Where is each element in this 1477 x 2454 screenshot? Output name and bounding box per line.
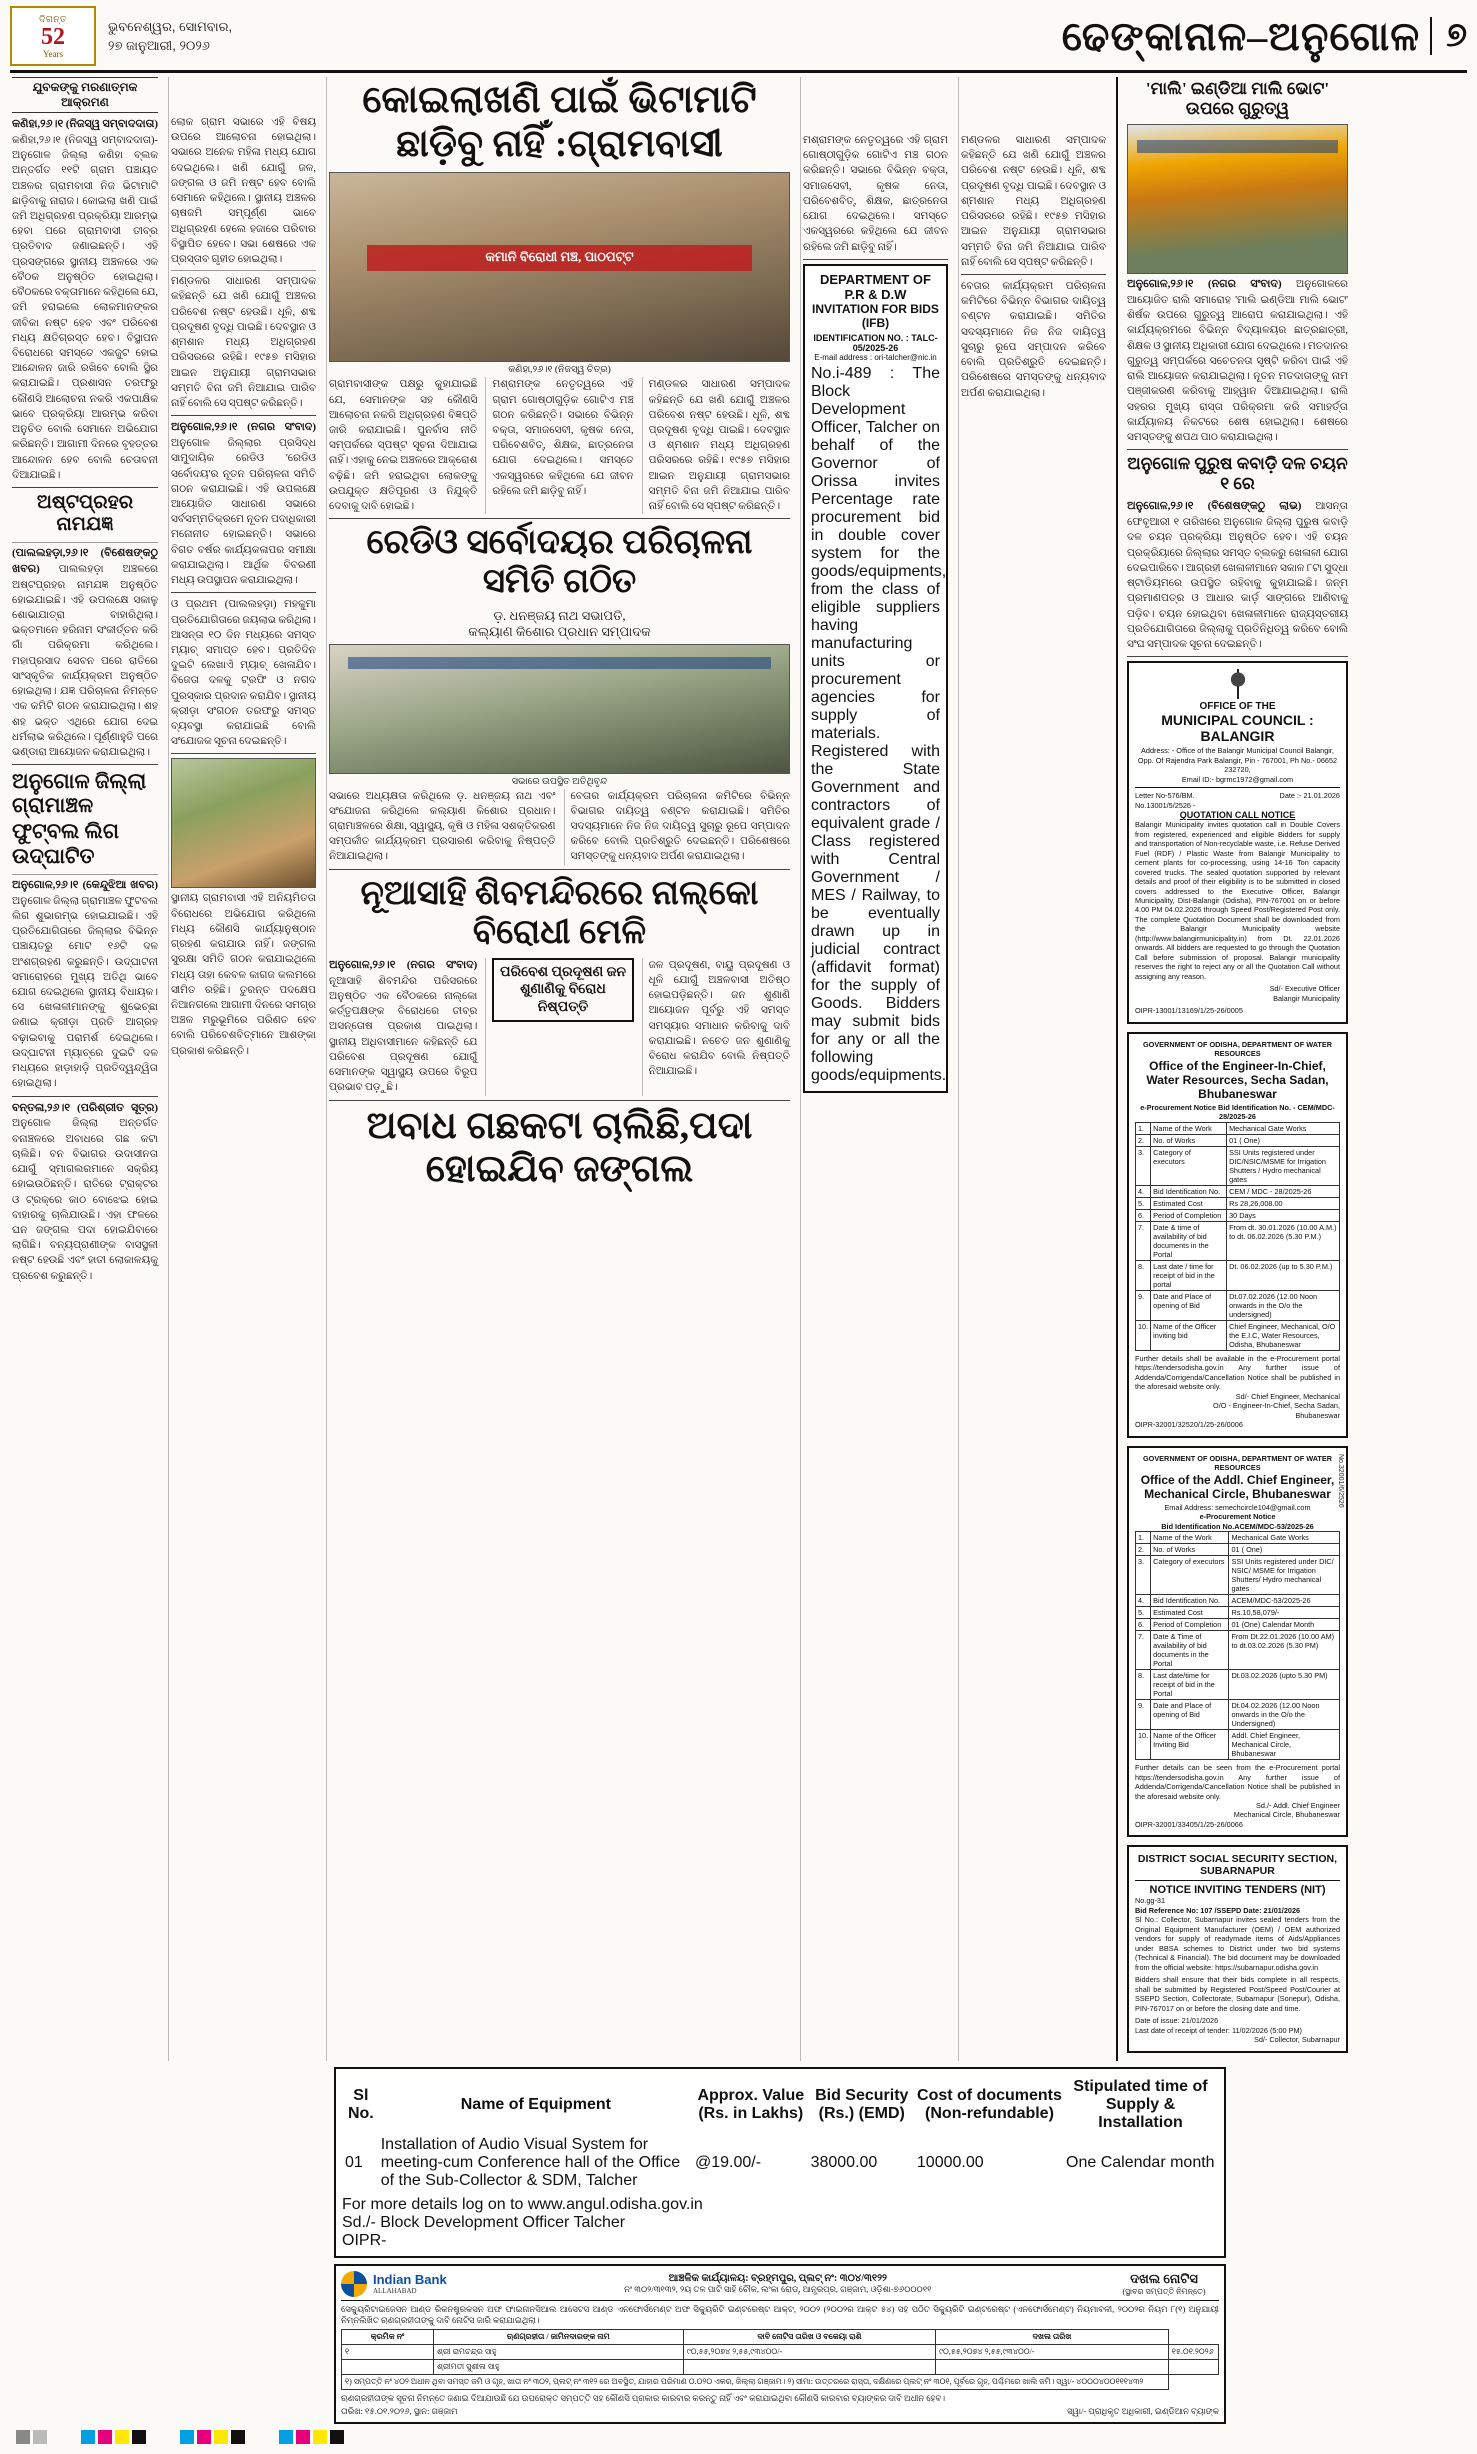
table-row — [1136, 1730, 1340, 1760]
water1-office: Office of the Engineer-In-Chief, — [1149, 1058, 1326, 1073]
water1-sign-2: O/O - Engineer-In-Chief, Secha Sadan, — [1213, 1401, 1340, 1411]
table-cell: 38000.00 — [810, 2153, 878, 2171]
water1-table — [1135, 1122, 1340, 1351]
balangir-body: Balangir Municipality invites quotation call in Double Covers from registered, experienced and eligible Bidders for supply and transportation of Non-recyclable waste, i.e. Refuse Derived Fuel (RDF) / Plastic Waste from Balangir Municipality to cement plants for co-processing, using 14-16 Ton capacity covered trucks. The sealed quotation supported by relevant details and proof of their eligibility is to be submitted in closed covers addressed to the Executive Officer, Balangir Municipality, Dist-Balangir (Odisha), PIN-767001 on or before 4.00 PM 04.02.2026 through Speed Post/Registered Post only. The complete Quotation Document shall be downloaded from the Balangir Municipality website (http://www.balangirmunicipality.in) from Dt. 22.01.2026 onwards. All bidders are requested to go through the Quotation Call before submission of proposal. Balangir municipality reserves the right to reject any or all the Quotation Call without assigning any reason. — [1135, 820, 1340, 981]
lead-photo-banner-text: କମାନି ବିରୋଧୀ ମଞ୍ଚ, ପାଠପଟ୍ଟ — [485, 248, 634, 264]
radio-photo-caption: ସଭାରେ ଉପସ୍ଥିତ ଅତିଥିବୃନ୍ଦ — [511, 776, 608, 787]
lead-headline: କୋଇଲାଖଣି ପାଇଁ ଭିଟାମାଟି ଛାଡ଼ିବୁ ନାହିଁ :ଗ୍ରାମବାସୀ — [362, 79, 757, 165]
bank-subname: ALLAHABAD — [373, 2287, 417, 2296]
row-label: Last date / time for receipt of bid in the portal — [1151, 1260, 1227, 1290]
table-cell: 10000.00 — [916, 2153, 984, 2171]
bank-logo-icon — [341, 2271, 367, 2297]
forest-col2: ସ୍ଥାନୀୟ ଗ୍ରାମବାସୀ ଏହି ଅନିୟମିତତା ବିରୋଧରେ ଅଭିଯୋଗ କରିଥିଲେ ମଧ୍ୟ କୌଣସି କାର୍ଯ୍ୟାନୁଷ୍ଠାନ ଗ୍ରହଣ କରାଯାଉ ନାହିଁ। ଜଙ୍ଗଲ ସୁରକ୍ଷା ସମିତି ଗଠନ କରାଯାଇଥିଲେ ମଧ୍ୟ ତାହା କେବଳ କାଗଜ କଲମରେ ସୀମିତ ରହିଛି। ତୁରନ୍ତ ପଦକ୍ଷେପ ନିଆନଗଲେ ଆଗାମୀ ଦିନରେ ସମଗ୍ର ଅଞ୍ଚଳ ମରୁଭୂମିରେ ପରିଣତ ହେବ ବୋଲି ପରିବେଶବିତ୍‌ମାନେ ଆଶଙ୍କା ପ୍ରକାଶ କରିଛନ୍ତି। — [171, 893, 316, 1057]
rally-photo-strip — [1137, 140, 1339, 153]
row-index: 6. — [1136, 1209, 1151, 1221]
subarnapur-sign: Sd/- Collector, Subarnapur — [1254, 2035, 1340, 2045]
masthead-date: ୨୭ ଜାନୁଆରୀ, ୨୦୨୬ — [108, 38, 210, 53]
masthead-place: ଭୁବନେଶ୍ୱର, ସୋମବାର, — [108, 18, 233, 34]
row-label: Date & time of availability of bid documents in the Portal — [1151, 1221, 1227, 1260]
lead-kicker: ଯୁବକଙ୍କୁ ମରଣାତ୍ମକ ଆକ୍ରମଣ — [12, 77, 158, 113]
felled-tree-photo — [171, 758, 316, 888]
subarnapur-body-2: Bidders shall ensure that their bids complete in all respects, shall be submitted by Registered Post/Speed Post/Courier at SSEPD Section, Collectorate, Subarnapur (Sonepur), Odisha, PIN-767017 on or before the closing date and time. — [1135, 1975, 1340, 2013]
football-col1-text: ଅନୁଗୋଳ ଜିଲ୍ଲା ଗ୍ରାମାଞ୍ଚଳ ଫୁଟବଲ ଲିଗ ଶୁଭାରମ୍ଭ ହୋଇଯାଇଛି। ଏହି ପ୍ରତିଯୋଗିତାରେ ଜିଲ୍ଲାର ବିଭିନ୍ନ ପଞ୍ଚାୟତରୁ ମୋଟ ୧୬ଟି ଦଳ ଅଂଶଗ୍ରହଣ କରୁଛନ୍ତି। ଉଦ୍‌ଘାଟନୀ ସମାରୋହରେ ମୁଖ୍ୟ ଅତିଥି ଭାବେ ଯୋଗ ଦେଇଥିଲେ ସ୍ଥାନୀୟ ବିଧାୟକ। ସେ ଖେଳାଳୀମାନଙ୍କୁ ଶୁଭେଚ୍ଛା ଜଣାଇ କ୍ରୀଡ଼ା ପ୍ରତି ଆଗ୍ରହ ବଢ଼ାଇବାକୁ ପରାମର୍ଶ ଦେଇଥିଲେ। ଉଦ୍‌ଘାଟନୀ ମ୍ୟାଚ୍‌ରେ ଦୁଇଟି ଦଳ ମଧ୍ୟରେ ହାଡ଼ାହାଡ଼ି ପ୍ରତିଦ୍ୱନ୍ଦ୍ୱିତା ହୋଇଥିଲା। — [12, 895, 158, 1090]
prdw-goods-table — [342, 2075, 1218, 2193]
football-col2: ଓ ପ୍ରଥମ (ପାଲଲହଡ଼ା) ମହକୁମା ପ୍ରତିଯୋଗିତାରେ ଜୟଲାଭ କରିଥିଲା। ଆସନ୍ତା ୧୦ ଦିନ ମଧ୍ୟରେ ସମସ୍ତ ମ୍ୟାଚ୍ ସମାପ୍ତ ହେବ। ପ୍ରତିଦିନ ଦୁଇଟି ଲେଖାଏଁ ମ୍ୟାଚ୍ ଖେଳାଯିବ। ବିଜେତା ଦଳକୁ ଟ୍ରଫି ଓ ନଗଦ ପୁରସ୍କାର ପ୍ରଦାନ କରାଯିବ। ସ୍ଥାନୀୟ କ୍ରୀଡ଼ା ସଂଗଠନ ତରଫରୁ ସମସ୍ତ ବ୍ୟବସ୍ଥା କରାଯାଇଛି ବୋଲି ସଂଯୋଜକ ସୂଚନା ଦେଇଛନ୍ତି। — [171, 599, 316, 748]
bank-odia-title: ଆଞ୍ଚଳିକ କାର୍ଯ୍ୟାଳୟ: ବ୍ରହ୍ମପୁର, ପ୍ଲଟ୍‌ ନଂ: ୩୦୪/୩୧୨୨ — [668, 2272, 888, 2284]
row-label: Category of executors — [1151, 1146, 1227, 1185]
prdw-ad — [803, 264, 948, 1093]
prdw-title: INVITATION FOR BIDS (IFB) — [812, 301, 939, 330]
radio-subhead-2: କଲ୍ୟାଣ କିଶୋର ପ୍ରଧାନ ସମ୍ପାଦକ — [468, 623, 651, 639]
water1-govt: GOVERNMENT OF ODISHA, DEPARTMENT OF WATER RESOURCES — [1142, 1039, 1333, 1059]
row-index: 3. — [1136, 1556, 1151, 1595]
column-header: Cost of documents (Non-refundable) — [917, 2086, 1062, 2122]
lead-photo-caption: କଣିହା,୨୬।୧ (ନିଜସ୍ୱ ଚିତ୍ର) — [508, 365, 611, 376]
radio-col2-text: ସଭାରେ ଅଧ୍ୟକ୍ଷତା କରିଥିଲେ ଡ଼. ଧନଞ୍ଜୟ ନାଥ ଏବଂ ସଂଯୋଜନା କରିଥିଲେ କଲ୍ୟାଣ କିଶୋର ପ୍ରଧାନ। ଗ୍ରାମାଞ୍ଚଳରେ ଶିକ୍ଷା, ସ୍ୱାସ୍ଥ୍ୟ, କୃଷି ଓ ମହିଳା ସଶକ୍ତିକରଣ ସମ୍ପର୍କୀତ କାର୍ଯ୍ୟକ୍ରମ ପ୍ରସାରଣ କରିବାକୁ ନିଷ୍ପତ୍ତି ନିଆଯାଇଥିଲା। — [329, 790, 556, 863]
balangir-date: Date :- 21.01.2026 — [1279, 791, 1340, 801]
row-index: 1. — [1136, 1532, 1151, 1544]
balangir-title: MUNICIPAL COUNCIL : BALANGIR — [1161, 712, 1314, 745]
radio-col1-text: ଅନୁଗୋଳ ଜିଲ୍ଲାର ପ୍ରସିଦ୍ଧ ସାମୁଦାୟିକ ରେଡିଓ 'ରେଡିଓ ସର୍ବୋଦୟ'ର ନୂତନ ପରିଚାଳନା ସମିତି ଗଠନ କରାଯାଇଛି। ଏହି ଉପଲକ୍ଷେ ଆୟୋଜିତ ସାଧାରଣ ସଭାରେ ସର୍ବସମ୍ମତିକ୍ରମେ ନୂତନ ପଦାଧିକାରୀ ମନୋନୀତ ହୋଇଛନ୍ତି। ସଭାରେ ବିଗତ ବର୍ଷର କାର୍ଯ୍ୟକଳାପର ସମୀକ୍ଷା କରାଯାଇଥିଲା। ଆର୍ଥିକ ବିବରଣୀ ମଧ୍ୟ ଉପସ୍ଥାପନ କରାଯାଇଥିଲା। — [171, 438, 316, 587]
table-row — [1136, 1619, 1340, 1631]
football-headline-2: ଫୁଟ୍‌ବଲ ଲିଗ ଉଦ୍‌ଘାଟିତ — [12, 819, 119, 868]
table-cell: @19.00/- — [695, 2153, 762, 2171]
bottom-right-spacer — [1234, 2067, 1467, 2424]
state-emblem-icon — [1225, 669, 1251, 699]
prdw-body: No.i-489 : The Block Development Officer, Talcher on behalf of the Governor of Orissa invites Percentage rate procurement bid in double cover system for the goods/equipments, from the class of eligible suppliers having manufacturing units or procurement agencies for supply of materials. Registered with the State Government and contractors of equivalent grade / Class registered with Central Government / MES / Railway, to be eventually drawn up in judicial contract (affidavit format) for the supply of Goods. Bidders may submit bids for any or all the following goods/equipments. — [811, 364, 947, 1084]
water2-bid-id: Bid Identification No.ACEM/MDC-53/2025-26 — [1161, 1521, 1314, 1531]
table-row — [1136, 1260, 1340, 1290]
water1-note: Further details shall be available in the e-Procurement portal https://tendersodisha.gov.in Any further issue of Addenda/Corrigenda/Cancellation Notice shall be published in the aforesaid website only. — [1135, 1353, 1340, 1392]
lead-col1-text: କଣିହା,୨୬।୧ (ନିଜସ୍ୱ ସମ୍ବାଦଦାତା)- ଅନୁଗୋଳ ଜିଲ୍ଲା କଣିହା ବ୍ଲକ ଅନ୍ତର୍ଗତ ୧୧ଟି ଗ୍ରାମ ପଞ୍ଚାୟତ ଅଞ୍ଚଳର ଗ୍ରାମବାସୀ ନିଜ ଭିଟାମାଟି ଛାଡ଼ିବାକୁ ନାରାଜ। କୋଇଲା ଖଣି ପାଇଁ ଜମି ଅଧିଗ୍ରହଣ ପ୍ରକ୍ରିୟା ଆରମ୍ଭ ହେବା ପରେ ଗ୍ରାମବାସୀ ତୀବ୍ର ପ୍ରତିବାଦ ଜଣାଇଛନ୍ତି। ଏହି ପ୍ରସଙ୍ଗରେ ସ୍ଥାନୀୟ ଅଞ୍ଚଳରେ ଏକ ବୈଠକ ଅନୁଷ୍ଠିତ ହୋଇଥିଲା। ବୈଠକରେ ବକ୍ତାମାନେ କହିଥିଲେ ଯେ, ଜମି ହରାଇଲେ ଲୋକମାନଙ୍କର ଜୀବିକା ନଷ୍ଟ ହେବ ଏବଂ ପରିବେଶ ମଧ୍ୟ କ୍ଷତିଗ୍ରସ୍ତ ହେବ। ବିସ୍ଥାପନ ବିରୋଧରେ ସମସ୍ତେ ଏକଜୁଟ ହୋଇ ଆନ୍ଦୋଳନ ଜାରି ରଖିବେ ବୋଲି ସ୍ଥିର କରାଯାଇଛି। ପ୍ରଶାସନ ତରଫରୁ କୌଣସି ଆଲୋଚନା ନକରି ଏକପାକ୍ଷିକ ଭାବେ ପ୍ରକ୍ରିୟା ଆରମ୍ଭ କରିବା ଅନୁଚିତ ବୋଲି ସେମାନେ ଅଭିଯୋଗ କରିଛନ୍ତି। ଆଗାମୀ ଦିନରେ ବୃହତ୍ତର ଆନ୍ଦୋଳନ ହେବ ବୋଲି ଚେତାବନୀ ଦିଆଯାଇଛି। — [12, 134, 158, 481]
publication-logo — [10, 6, 96, 66]
lead-photo — [329, 172, 790, 362]
table-row — [1136, 1670, 1340, 1700]
row-value: CEM / MDC - 28/2025-26 — [1227, 1185, 1340, 1197]
nama-yajna-text: ପାଲଲହଡ଼ା ଅଞ୍ଚଳରେ ଅଷ୍ଟପ୍ରହର ନାମଯଜ୍ଞ ଅନୁଷ୍ଠିତ ହୋଇଯାଇଛି। ଏହି ଉପଲକ୍ଷେ ସକାଳୁ ଶୋଭାଯାତ୍ରା ବାହାରିଥିଲା। ଭକ୍ତମାନେ ହରିନାମ ସଂକୀର୍ତ୍ତନ କରି ଗାଁ ପରିକ୍ରମା କରିଥିଲେ। ମହାପ୍ରସାଦ ସେବନ ପରେ ରାତିରେ ସାଂସ୍କୃତିକ କାର୍ଯ୍ୟକ୍ରମ ଅନୁଷ୍ଠିତ ହୋଇଥିଲା। ଯଜ୍ଞ ପରିଚାଳନା ନିମନ୍ତେ ଏକ କମିଟି ଗଠନ କରାଯାଇଥିଲା। ଶହ ଶହ ଭକ୍ତ ଏଥିରେ ଯୋଗ ଦେଇ ଧର୍ମଲାଭ କରିଥିଲେ। ପୂର୍ଣ୍ଣାହୁତି ପରେ ଭଣ୍ଡାରା ଆୟୋଜନ କରାଯାଇଥିଲା। — [12, 563, 158, 758]
reg-swatch-cyan-3 — [279, 2430, 293, 2444]
table-row — [1136, 1122, 1340, 1134]
balangir-office-line: OFFICE OF THE — [1199, 701, 1276, 713]
column-header: କ୍ରମିକ ନଂ — [342, 2329, 434, 2344]
table-row — [1136, 1544, 1340, 1556]
column-header: Approx. Value (Rs. in Lakhs) — [697, 2086, 805, 2122]
subarnapur-dept: DISTRICT SOCIAL SECURITY SECTION, SUBARNAPUR — [1137, 1853, 1338, 1878]
table-cell: ଶ୍ରୀମତୀ ସୁଶୀଳା ସାହୁ — [433, 2359, 683, 2374]
nuasahi-boxed-cell — [485, 958, 633, 1096]
balangir-address: Address: - Office of the Balangir Municipal Council Balangir, Opp. Of Rajendra Park Balangir, Pin - 767001, Ph No.- 06652 232720, — [1137, 746, 1338, 775]
nuasahi-boxed-headline: ପରିବେଶ ପ୍ରଦୂଷଣ ଜନ ଶୁଣାଣିକୁ ବିରୋଧ ନିଷ୍ପତ୍ତି — [492, 958, 633, 1023]
kabadi-body — [1127, 499, 1348, 652]
prdw-footer: OIPR- — [342, 2231, 387, 2249]
subarnapur-ref: Bid Reference No: 107 /SSEPD Date: 21/01/2026 — [1135, 1905, 1301, 1915]
bank-sign: ସ୍ୱା/- ପ୍ରାଧିକୃତ ଅଧିକାରୀ, ଇଣ୍ଡିଆନ ବ୍ୟାଙ୍କ — [1067, 2405, 1219, 2416]
football-dateline: ଅନୁଗୋଳ,୨୬।୧ (କେନ୍ଦୁଝିଆ ଖବର) — [12, 878, 158, 891]
table-row — [1136, 1146, 1340, 1185]
page-number: ୭ — [1430, 17, 1467, 55]
bank-header — [341, 2271, 1219, 2301]
row-value: Chief Engineer, Mechanical, O/O the E.I.C, Water Resources, Odisha, Bhubaneswar — [1227, 1320, 1340, 1350]
column-6 — [800, 77, 950, 2061]
table-cell — [342, 2359, 434, 2374]
row-value: SSI Units registered under DIC/ NSIC/ MSME for Irrigation Shutters/ Hydro mechanical gates — [1229, 1556, 1340, 1595]
table-row — [342, 2374, 1219, 2389]
bank-notice-title: ଦଖଲ ନୋଟିସ — [1130, 2270, 1198, 2286]
row-label: Name of the Work — [1151, 1122, 1227, 1134]
row-index: 2. — [1136, 1544, 1151, 1556]
column-header: Bid Security (Rs.) (EMD) — [815, 2086, 909, 2122]
table-row — [342, 2359, 1219, 2374]
table-cell: ୯୦,୫୫,୨୦୭୪ ୨,୫୫,୯୩୪୦୦/- — [936, 2344, 1169, 2359]
water1-sign-1: Sd/- Chief Engineer, Mechanical — [1235, 1391, 1340, 1401]
water2-office: Office of the Addl. Chief Engineer, — [1140, 1472, 1335, 1487]
subarnapur-no: No.gg-31 — [1135, 1896, 1166, 1906]
row-value: Dt.04.02.2026 (12.00 Noon onwards in the O/o the Undersigned) — [1229, 1700, 1340, 1730]
prdw-email: E-mail address : ori-talcher@nic.in — [814, 352, 937, 362]
table-row — [1136, 1209, 1340, 1221]
table-cell: ୯୦,୫୫,୨୦୭୪ ୨,୫୫,୯୩୪୦୦/- — [683, 2344, 935, 2359]
radio-col3-text: ବେତାର କାର୍ଯ୍ୟକ୍ରମ ପରିଚାଳନା କମିଟିରେ ବିଭିନ୍ନ ବିଭାଗର ଦାୟିତ୍ୱ ବଣ୍ଟନ କରାଯାଇଛି। ସମିତିର ସଦସ୍ୟମାନେ ନିଜ ନିଜ ଦାୟିତ୍ୱ ସୁଚାରୁ ରୂପେ ସମ୍ପାଦନ କରିବେ ବୋଲି ପ୍ରତିଶ୍ରୁତି ଦେଇଛନ୍ତି। ପରିଶେଷରେ ସମସ୍ତଙ୍କୁ ଧନ୍ୟବାଦ ଅର୍ପଣ କରାଯାଇଥିଲା। — [564, 789, 791, 865]
forest-headline: ଅବାଧ ଗଛକଟା ଚାଲିଛି,ପଦା ହୋଇଯିବ ଜଙ୍ଗଲ — [366, 1104, 753, 1191]
balangir-letter-no: Letter No-576/BM. — [1135, 791, 1195, 801]
reg-swatch-lightgray — [33, 2430, 47, 2444]
water2-sign-1: Sd./- Addl. Chief Engineer — [1256, 1800, 1340, 1810]
column-7 — [958, 77, 1108, 2061]
balangir-notice-no: No.13001/5/2526 - — [1135, 800, 1196, 810]
table-row — [1136, 1532, 1340, 1544]
water1-footer: OIPR-32001/32520/1/25-26/0006 — [1135, 1420, 1243, 1430]
row-value: 01 ( One) — [1229, 1544, 1340, 1556]
row-label: Date & Time of availability of bid documents in the Portal — [1151, 1631, 1229, 1670]
column-header: Sl No. — [347, 2086, 374, 2122]
football-col1 — [12, 878, 158, 1092]
table-row — [1136, 1197, 1340, 1209]
row-index: 7. — [1136, 1631, 1151, 1670]
water2-sign-2: Mechanical Circle, Bhubaneswar — [1233, 1810, 1340, 1820]
subarnapur-body-1: Sl No.: Collector, Subarnapur invites sealed tenders from the Original Equipment Manufacturer (OEM) / OEM authorized vendors for supply of readymade items of Aids/Appliances under BBSA schemes to District under two bid systems (Technical & Financial). The bid document may be downloaded from the official website: https://subarnapur.odisha.gov.in — [1135, 1915, 1340, 1972]
bank-footer-note: ଋଣଗ୍ରହୀତାଙ୍କ ସୂଚନା ନିମନ୍ତେ ଜଣାଇ ଦିଆଯାଉଛି ଯେ ଉପରୋକ୍ତ ସମ୍ପତ୍ତି ସହ କୌଣସି ପ୍ରକାର କାରବାର କରନ୍ତୁ ନାହିଁ ଏବଂ କରାଯାଇଥିବା କୌଣସି କାରବାର ବ୍ୟାଙ୍କର ଦାବି ଅଧୀନ ହେବ। — [341, 2392, 946, 2403]
radio-subhead-1: ଡ଼. ଧନଞ୍ଜୟ ନାଥ ସଭାପତି, — [493, 607, 626, 623]
row-index: 10. — [1136, 1730, 1151, 1760]
water2-note: Further details can be seen from the e-Procurement portal https://tendersodisha.gov.in Any further issue of Addenda/Corrigenda/Cancellation Notice shall be published in the aforesaid website only. — [1135, 1763, 1340, 1801]
reg-swatch-yellow-3 — [313, 2430, 327, 2444]
balangir-municipal-ad — [1127, 661, 1348, 1024]
table-cell: ୧ — [342, 2344, 434, 2359]
prdw-dept: DEPARTMENT OF P.R & D.W — [820, 271, 931, 302]
rally-headline: 'ମାଲି' ଇଣ୍ଡିଆ ମାଲି ଭୋଟ' ଉପରେ ଗୁରୁତ୍ୱ — [1145, 79, 1330, 118]
logo-years-label: Years — [42, 48, 64, 59]
kabadi-dateline: ଅନୁଗୋଳ,୨୬।୧ (ବିଶେଷଙ୍କଠୁ ଲାଭ) — [1127, 500, 1302, 513]
reg-swatch-yellow — [115, 2430, 129, 2444]
reg-swatch-black-3 — [330, 2430, 344, 2444]
row-index: 5. — [1136, 1197, 1151, 1209]
subarnapur-last-date: Last date of receipt of tender: 11/02/2026 (5:00 PM) — [1135, 2025, 1302, 2035]
lead-dateline: କଣିହା,୨୬।୧ (ନିଜସ୍ୱ ସମ୍ବାଦଦାତା) — [12, 118, 158, 130]
masthead — [10, 6, 1467, 73]
rally-photo — [1127, 124, 1348, 274]
table-cell — [1168, 2359, 1218, 2374]
reg-swatch-magenta-2 — [197, 2430, 211, 2444]
nama-yajna-headline: ଅଷ୍ଟପ୍ରହର ନାମଯଜ୍ଞ — [36, 491, 134, 535]
row-index: 5. — [1136, 1607, 1151, 1619]
row-label: Last date/time for receipt of bid in the Portal — [1151, 1670, 1229, 1700]
row-index: 8. — [1136, 1670, 1151, 1700]
bottom-left-spacer — [10, 2067, 326, 2424]
row-label: Bid Identification No. — [1151, 1185, 1227, 1197]
kabadi-intro: ବେତାର କାର୍ଯ୍ୟକ୍ରମ ପରିଚାଳନା କମିଟିରେ ବିଭିନ୍ନ ବିଭାଗର ଦାୟିତ୍ୱ ବଣ୍ଟନ କରାଯାଇଛି। ସମିତିର ସଦସ୍ୟମାନେ ନିଜ ନିଜ ଦାୟିତ୍ୱ ସୁଚାରୁ ରୂପେ ସମ୍ପାଦନ କରିବେ ବୋଲି ପ୍ରତିଶ୍ରୁତି ଦେଇଛନ୍ତି। ପରିଶେଷରେ ସମସ୍ତଙ୍କୁ ଧନ୍ୟବାଦ ଅର୍ପଣ କରାଯାଇଥିଲା। — [961, 280, 1106, 399]
nuasahi-col1 — [329, 958, 477, 1096]
table-cell: 01 — [345, 2153, 363, 2171]
reg-swatch-black — [132, 2430, 146, 2444]
nuasahi-headline: ନୂଆସାହି ଶିବମନ୍ଦିରରେ ନାଲ୍‌କୋ ବିରୋଧୀ ମେଳି — [360, 874, 759, 951]
reg-swatch-cyan-2 — [180, 2430, 194, 2444]
row-index: 2. — [1136, 1134, 1151, 1146]
bottom-band — [10, 2067, 1467, 2424]
row-value: From Dt.22.01.2026 (10.00 AM) to dt.03.02.2026 (5.30 PM) — [1229, 1631, 1340, 1670]
table-row — [342, 2344, 1219, 2359]
lead-col-7: ମଣ୍ଡଳର ସାଧାରଣ ସମ୍ପାଦକ କହିଛନ୍ତି ଯେ ଖଣି ଯୋଗୁଁ ଅଞ୍ଚଳର ପରିବେଶ ନଷ୍ଟ ହେଉଛି। ଧୂଳି, ଶବ୍ଦ ପ୍ରଦୂଷଣ ବୃଦ୍ଧି ପାଇଛି। ଦେବସ୍ଥାନ ଓ ଶ୍ମଶାନ ମଧ୍ୟ ଅଧିଗ୍ରହଣ ପରିସରରେ ରହିଛି। ୧୯୫୭ ମସିହାର ଆଇନ ଅନୁଯାୟୀ ଗ୍ରାମସଭାର ସମ୍ମତି ବିନା ଜମି ନିଆଯାଇ ପାରିବ ନାହିଁ ବୋଲି ସେ ସ୍ପଷ୍ଟ କରିଛନ୍ତି। — [961, 135, 1106, 268]
row-label: Category of executors — [1151, 1556, 1229, 1595]
row-value: From dt. 30.01.2026 (10.00 A.M.) to dt. 06.02.2026 (5.30 P.M.) — [1227, 1221, 1340, 1260]
subarnapur-title: NOTICE INVITING TENDERS (NIT) — [1149, 1884, 1326, 1897]
color-registration-bar — [10, 2424, 1467, 2454]
row-index: 6. — [1136, 1619, 1151, 1631]
indian-bank-ad — [334, 2264, 1226, 2424]
water2-nit: e-Procurement Notice — [1199, 1512, 1276, 1522]
bank-date-line: ତାରିଖ: ୧୫.୦୧.୨୦୨୬, ସ୍ଥାନ: ଗଞ୍ଜାମ — [341, 2405, 458, 2416]
lead-column-1 — [12, 117, 158, 483]
table-row — [1136, 1595, 1340, 1607]
reg-swatch-cyan — [81, 2430, 95, 2444]
reg-swatch-yellow-2 — [214, 2430, 228, 2444]
subarnapur-nit-ad — [1127, 1845, 1348, 2052]
masthead-dateline — [108, 17, 378, 56]
reg-swatch-black-2 — [231, 2430, 245, 2444]
ads-rail — [1125, 77, 1350, 2061]
water-resources-ace-ad — [1127, 1446, 1348, 1838]
row-index: 8. — [1136, 1260, 1151, 1290]
row-label: Date and Place of opening of Bid — [1151, 1700, 1229, 1730]
balangir-sign-1: Sd/- Executive Officer — [1269, 984, 1340, 994]
row-value: Rs.10,58,079/- — [1229, 1607, 1340, 1619]
prdw-sign: Sd./- Block Development Officer Talcher — [342, 2213, 626, 2231]
prdw-identification: IDENTIFICATION NO. : TALC-05/2025-26 — [813, 332, 938, 353]
forest-col1-text: ଅନୁଗୋଳ ଜିଲ୍ଲା ଅନ୍ତର୍ଗତ ବନାଞ୍ଚଳରେ ଅବାଧରେ ଗଛ କଟା ଚାଲିଛି। ବନ ବିଭାଗର ଉଦାସୀନତା ଯୋଗୁଁ ସ୍ମାଗଲରମାନେ ସକ୍ରିୟ ହୋଇଉଠିଛନ୍ତି। ରାତିରେ ଟ୍ରାକ୍ଟର ଓ ଟ୍ରକ୍‌ରେ କାଠ ବୋଝେଇ ହୋଇ ବାହାରକୁ ଚାଲିଯାଉଛି। ଏହା ଫଳରେ ଘନ ଜଙ୍ଗଲ ପଦା ହୋଇଯିବାରେ ଲାଗିଛି। ବନ୍ୟପ୍ରାଣୀଙ୍କ ବାସସ୍ଥଳୀ ନଷ୍ଟ ହେଉଛି ଏବଂ ହାତୀ ଲୋକାଳୟକୁ ପ୍ରବେଶ କରୁଛନ୍ତି। — [12, 1118, 158, 1282]
forest-col1 — [12, 1101, 158, 1284]
bank-odia-address: ନଂ ୩୦୨/୩୧୩୨, ୨ୟ ତଳ ପାଟି ସାହି ଚୌକ, ଲଂକା ରୋଡ୍‌, ଆନ୍ଧ୍ରପ୍ର, ଗଞ୍ଜାମ, ଓଡ଼ିଶା-୭୬୦୦୦୧୧ — [624, 2283, 932, 2294]
water1-office-2: Water Resources, Secha Sadan, Bhubaneswar — [1146, 1072, 1329, 1101]
water2-footer: OIPR-32001/33405/1/25-26/0066 — [1135, 1819, 1243, 1829]
table-row — [1136, 1185, 1340, 1197]
balangir-sign-2: Balangir Municipality — [1273, 993, 1340, 1003]
row-index: 3. — [1136, 1146, 1151, 1185]
radio-headline: ରେଡିଓ ସର୍ବୋଦୟର ପରିଚାଳନା ସମିତି ଗଠିତ — [366, 524, 753, 601]
lead-col2-cont: ମଣ୍ଡଳର ସାଧାରଣ ସମ୍ପାଦକ କହିଛନ୍ତି ଯେ ଖଣି ଯୋଗୁଁ ଅଞ୍ଚଳର ପରିବେଶ ନଷ୍ଟ ହେଉଛି। ଧୂଳି, ଶବ୍ଦ ପ୍ରଦୂଷଣ ବୃଦ୍ଧି ପାଇଛି। ଦେବସ୍ଥାନ ଓ ଶ୍ମଶାନ ମଧ୍ୟ ଅଧିଗ୍ରହଣ ପରିସରରେ ରହିଛି। ୧୯୫୭ ମସିହାର ଆଇନ ଅନୁଯାୟୀ ଗ୍ରାମସଭାର ସମ୍ମତି ବିନା ଜମି ନିଆଯାଇ ପାରିବ ନାହିଁ ବୋଲି ସେ ସ୍ପଷ୍ଟ କରିଛନ୍ତି। — [171, 276, 316, 409]
water1-nit: e-Procurement Notice Bid Identification No. - CEM/MDC-28/2025-26 — [1140, 1102, 1335, 1122]
row-label: Estimated Cost — [1151, 1607, 1229, 1619]
row-index: 4. — [1136, 1595, 1151, 1607]
radio-meeting-photo — [329, 644, 790, 774]
row-value: 01 ( One) — [1227, 1134, 1340, 1146]
forest-dateline: ବନ୍ତଳା,୨୬।୧ (ପରିଶ୍ରୀତ ସୂତ୍ର) — [12, 1101, 158, 1114]
football-headline-1: ଅନୁଗୋଳ ଜିଲ୍ଲା ଗ୍ରାମାଞ୍ଚଳ — [12, 769, 147, 818]
table-row — [1136, 1700, 1340, 1730]
nuasahi-dateline: ଅନୁଗୋଳ,୨୬।୧ (ନଗର ସଂବାଦ) — [329, 958, 478, 971]
radio-col1 — [171, 420, 316, 588]
row-label: Bid Identification No. — [1151, 1595, 1229, 1607]
table-cell — [936, 2359, 1169, 2374]
row-index: 9. — [1136, 1290, 1151, 1320]
vertical-divider — [1116, 77, 1118, 2061]
row-label: Date and Place of opening of Bid — [1151, 1290, 1227, 1320]
table-cell: Installation of Audio Visual System for meeting-cum Conference hall of the Office of the Sub-Collector & SDM, Talcher — [380, 2135, 681, 2189]
row-value: SSI Units registered under DIC/NSIC/MSME for Irrigation Shutters / Hydro mechanical gates — [1227, 1146, 1340, 1185]
row-value: Mechanical Gate Works — [1227, 1122, 1340, 1134]
table-row — [1136, 1320, 1340, 1350]
row-index: 1. — [1136, 1122, 1151, 1134]
lead-col3-text: ଗ୍ରାମବାସୀଙ୍କ ପକ୍ଷରୁ କୁହାଯାଇଛି ଯେ, ସେମାନଙ୍କ ସହ କୌଣସି ଆଲୋଚନା ନକରି ଅଧିଗ୍ରହଣ ବିଜ୍ଞପ୍ତି ଜାରି କରାଯାଇଛି। ପୁନର୍ବାସ ନୀତି ସମ୍ପର୍କରେ ସ୍ପଷ୍ଟ ସୂଚନା ଦିଆଯାଇ ନାହିଁ। ଏହାକୁ ନେଇ ଅଞ୍ଚଳରେ ଆକ୍ରୋଶ ବଢ଼ିଛି। ଜମି ହରାଇଥିବା ଲୋକଙ୍କୁ ଉପଯୁକ୍ତ କ୍ଷତିପୂରଣ ଓ ନିଯୁକ୍ତି ଦେବାକୁ ଦାବି ହୋଇଛି। — [329, 379, 478, 513]
table-cell: ୧୫.୦୧.୨୦୨୬ — [1168, 2344, 1218, 2359]
row-index: 7. — [1136, 1221, 1151, 1260]
column-header: ଋଣଗ୍ରହୀତା / ଜାମିନଦାରଙ୍କ ନାମ — [433, 2329, 683, 2344]
bank-notice-sub: (ସ୍ଥାବର ସମ୍ପତ୍ତି ନିମନ୍ତେ) — [1122, 2286, 1206, 2296]
table-row — [1136, 1290, 1340, 1320]
balangir-email: Email ID:- bgrmc1972@gmail.com — [1181, 774, 1294, 784]
table-cell: ଶ୍ରୀ ରାମଚନ୍ଦ୍ର ସାହୁ — [433, 2344, 683, 2359]
row-label: Period of Completion — [1151, 1619, 1229, 1631]
balangir-footer: OIPR-13001/13169/1/25-26/0005 — [1135, 1006, 1243, 1016]
rally-text: ଅନୁଗୋଳରେ ଆୟୋଜିତ ରାଲି ସମାରୋହ 'ମାଲି ଇଣ୍ଡିଆ ମାଲି ଭୋଟ' ଶିର୍ଷକ ଉପରେ ଗୁରୁତ୍ୱ ଆରୋପ କରାଯାଇଥିଲା। ଏହି କାର୍ଯ୍ୟକ୍ରମରେ ବିଭିନ୍ନ ବିଦ୍ୟାଳୟର ଛାତ୍ରଛାତ୍ରୀ, ଶିକ୍ଷକ ଓ ସ୍ଥାନୀୟ ଅଧିକାରୀ ଯୋଗ ଦେଇଥିଲେ। ମତଦାନର ଗୁରୁତ୍ୱ ସମ୍ପର୍କରେ ସଚେତନତା ସୃଷ୍ଟି କରିବା ପାଇଁ ଏହି ରାଲି ଆୟୋଜନ କରାଯାଇଥିଲା। ନୂତନ ମତଦାତାଙ୍କୁ ନାମ ପଞ୍ଜୀକରଣ କରିବାକୁ ଆହ୍ୱାନ ଦିଆଯାଇଥିଲା। ରାଲି ସହରର ମୁଖ୍ୟ ରାସ୍ତା ପରିକ୍ରମା କରି ସମାହର୍ତ୍ତା କାର୍ଯ୍ୟାଳୟ ନିକଟରେ ଶେଷ ହୋଇଥିଲା। ଶେଷରେ ସମସ୍ତଙ୍କୁ ଶପଥ ପାଠ କରାଯାଇଥିଲା। — [1127, 279, 1349, 443]
row-label: No. of Works — [1151, 1134, 1227, 1146]
row-index: 10. — [1136, 1320, 1151, 1350]
table-row — [1136, 1134, 1340, 1146]
kabadi-text: ଆସନ୍ତା ଫେବୃଆରୀ ୧ ତାରିଖରେ ଅନୁଗୋଳ ଜିଲ୍ଲା ପୁରୁଷ କବାଡ଼ି ଦଳ ଚୟନ ପ୍ରକ୍ରିୟା ଅନୁଷ୍ଠିତ ହେବ। ଏହି ଚୟନ ପ୍ରକ୍ରିୟାରେ ଜିଲ୍ଲାର ସମସ୍ତ ବ୍ଲକରୁ ଖେଳାଳୀ ଯୋଗ ଦେଇପାରିବେ। ଆଗ୍ରହୀ ଖେଳାଳୀମାନେ ସକାଳ ୮ଟା ସୁଦ୍ଧା ଷ୍ଟାଡିୟମରେ ଉପସ୍ଥିତ ରହିବାକୁ କୁହାଯାଇଛି। ଜନ୍ମ ପ୍ରମାଣପତ୍ର ଓ ଆଧାର କାର୍ଡ଼ ସାଙ୍ଗରେ ଆଣିବାକୁ ପଡ଼ିବ। ଚୟନ ହୋଇଥିବା ଖେଳାଳୀମାନେ ରାଜ୍ୟସ୍ତରୀୟ ପ୍ରତିଯୋଗିତାରେ ଜିଲ୍ଲାକୁ ପ୍ରତିନିଧିତ୍ୱ କରିବେ ବୋଲି ସଂଘ ସମ୍ପାଦକ ସୂଚନା ଦେଇଛନ୍ତି। — [1127, 501, 1348, 650]
row-value: Addl. Chief Engineer, Mechanical Circle, Bhubaneswar — [1229, 1730, 1340, 1760]
water2-table — [1135, 1531, 1340, 1760]
logo-years-number: 52 — [41, 23, 65, 50]
row-value: Rs 28,26,008.00 — [1227, 1197, 1340, 1209]
reg-swatch-magenta — [98, 2430, 112, 2444]
column-header: ଦାବି ନୋଟିସ ତାରିଖ ଓ ବକେୟା ରାଶି — [683, 2329, 935, 2344]
table-row — [1136, 1631, 1340, 1670]
table-row — [1136, 1221, 1340, 1260]
reg-swatch-gray — [16, 2430, 30, 2444]
rally-body — [1127, 277, 1348, 445]
row-label: Name of the Officer Inviting Bid — [1151, 1730, 1229, 1760]
rally-dateline: ଅନୁଗୋଳ,୨୬।୧ (ନଗର ସଂବାଦ) — [1127, 278, 1282, 291]
water2-vertical-id: No.32001/6/2526 — [1337, 1453, 1344, 1508]
nama-yajna-dateline: (ପାଲଲହଡ଼ା,୨୬।୧ (ବିଶେଷଙ୍କଠୁ ଖବର) — [12, 546, 158, 575]
row-value: 30 Days — [1227, 1209, 1340, 1221]
water2-office-2: Mechanical Circle, Bhubaneswar — [1144, 1486, 1331, 1501]
bank-name: Indian Bank — [373, 2272, 447, 2288]
table-cell: One Calendar month — [1066, 2153, 1215, 2171]
nama-yajna-body — [12, 546, 158, 761]
row-value: Dt.03.02.2026 (upto 5.30 PM) — [1229, 1670, 1340, 1700]
column-header: Stipulated time of Supply & Installation — [1073, 2077, 1208, 2131]
row-label: Estimated Cost — [1151, 1197, 1227, 1209]
row-index: 9. — [1136, 1700, 1151, 1730]
row-value: ACEM/MDC-53/2025-26 — [1229, 1595, 1340, 1607]
reg-swatch-magenta-3 — [296, 2430, 310, 2444]
row-label: Name of the Officer inviting bid — [1151, 1320, 1227, 1350]
subarnapur-date-of-issue: Date of issue: 21/01/2026 — [1135, 2016, 1219, 2026]
kabadi-headline: ଅନୁଗୋଳ ପୁରୁଷ କବାଡ଼ି ଦଳ ଚୟନ ୧ ରେ — [1127, 454, 1348, 493]
row-label: Period of Completion — [1151, 1209, 1227, 1221]
column-2 — [168, 77, 318, 2061]
lead-col2-top: ଲୋକ ଗ୍ରାମ ସଭାରେ ଏହି ବିଷୟ ଉପରେ ଆଲୋଚନା ହୋଇଥିଲା। ସଭାରେ ଅନେକ ମହିଳା ମଧ୍ୟ ଯୋଗ ଦେଇଥିଲେ। ଖଣି ଯୋଗୁଁ ଜଳ, ଜଙ୍ଗଲ ଓ ଜମି ନଷ୍ଟ ହେବ ବୋଲି ସେମାନେ କହିଥିଲେ। ସ୍ଥାନୀୟ ଅଞ୍ଚଳର ଚାଷଜମି ସମ୍ପୂର୍ଣ୍ଣ ଭାବେ ଅଧିଗ୍ରହଣ ହେଲେ ହଜାରେ ପରିବାର ବିସ୍ଥାପିତ ହେବେ। ସଭା ଶେଷରେ ଏକ ପ୍ରସ୍ତାବ ଗୃହୀତ ହୋଇଥିଲା। — [171, 117, 316, 265]
column-1 — [10, 77, 160, 2061]
row-value: Dt.07.02.2026 (12.00 Noon onwards in the O/o the undersigned) — [1227, 1290, 1340, 1320]
bank-notice-body: ସେକ୍ୟୁରିଟାଇଜେସନ ଆଣ୍ଡ ରିକନଷ୍ଟ୍ରକସନ ଅଫ ଫାଇନାନସିଆଲ ଆସେଟସ ଆଣ୍ଡ ଏନଫୋର୍ସମେଣ୍ଟ ଅଫ ସିକ୍ୟୁରିଟି ଇଣ୍ଟରେଷ୍ଟ ଆକ୍ଟ, ୨୦୦୨ (୨୦୦୨ର ଆକ୍ଟ ୫୪) ସହ ପଠିତ ସିକ୍ୟୁରିଟି ଇଣ୍ଟରେଷ୍ଟ (ଏନଫୋର୍ସମେଣ୍ଟ) ନିୟମାବଳୀ, ୨୦୦୨ର ନିୟମ ୮(୧) ଅନୁଯାୟୀ ନିମ୍ନଲିଖିତ ଋଣଗ୍ରହୀତାଙ୍କୁ ଦାବି ନୋଟିସ ଜାରି କରାଯାଇଥିଲା। — [341, 2303, 1219, 2325]
row-index: 4. — [1136, 1185, 1151, 1197]
row-value: 01 (One) Calendar Month — [1229, 1619, 1340, 1631]
edition-title: ଢେଙ୍କାନାଳ–ଅନୁଗୋଳ — [1061, 13, 1421, 59]
prdw-table-wrap — [334, 2067, 1226, 2424]
lead-col-6: ମଶ୍ରାମଙ୍କ ନେତୃତ୍ୱରେ ଏହି ଗ୍ରାମ ଗୋଷ୍ଠୀଗୁଡ଼ିକ ଗୋଟିଏ ମଞ୍ଚ ଗଠନ କରିଛନ୍ତି। ସଭାରେ ବିଭିନ୍ନ ବକ୍ତା, ସମାଜସେବୀ, କୃଷକ ନେତା, ପରିବେଶବିତ୍, ଶିକ୍ଷକ, ଛାତ୍ରନେତା ଯୋଗ ଦେଇଥିଲେ। ସମସ୍ତେ ଏକସ୍ୱରରେ କହିଥିଲେ ଯେ ଜୀବନ ରହିଲେ ଜମି ଛାଡ଼ିବୁ ନାହିଁ। — [803, 135, 948, 253]
lead-col4-text: ମଶ୍ରାମଙ୍କ ନେତୃତ୍ୱରେ ଏହି ଗ୍ରାମ ଗୋଷ୍ଠୀଗୁଡ଼ିକ ଗୋଟିଏ ମଞ୍ଚ ଗଠନ କରିଛନ୍ତି। ସଭାରେ ବିଭିନ୍ନ ବକ୍ତା, ସମାଜସେବୀ, କୃଷକ ନେତା, ପରିବେଶବିତ୍, ଶିକ୍ଷକ, ଛାତ୍ରନେତା ଯୋଗ ଦେଇଥିଲେ। ସମସ୍ତେ ଏକସ୍ୱରରେ କହିଥିଲେ ଯେ ଜୀବନ ରହିଲେ ଜମି ଛାଡ଼ିବୁ ନାହିଁ। — [485, 377, 633, 514]
row-value: Dt. 06.02.2026 (up to 5.30 P.M.) — [1227, 1260, 1340, 1290]
row-label: No. of Works — [1151, 1544, 1229, 1556]
row-value: Mechanical Gate Works — [1229, 1532, 1340, 1544]
lead-col5-text: ମଣ୍ଡଳର ସାଧାରଣ ସମ୍ପାଦକ କହିଛନ୍ତି ଯେ ଖଣି ଯୋଗୁଁ ଅଞ୍ଚଳର ପରିବେଶ ନଷ୍ଟ ହେଉଛି। ଧୂଳି, ଶବ୍ଦ ପ୍ରଦୂଷଣ ବୃଦ୍ଧି ପାଇଛି। ଦେବସ୍ଥାନ ଓ ଶ୍ମଶାନ ମଧ୍ୟ ଅଧିଗ୍ରହଣ ପରିସରରେ ରହିଛି। ୧୯୫୭ ମସିହାର ଆଇନ ଅନୁଯାୟୀ ଗ୍ରାମସଭାର ସମ୍ମତି ବିନା ଜମି ନିଆଯାଇ ପାରିବ ନାହିଁ ବୋଲି ସେ ସ୍ପଷ୍ଟ କରିଛନ୍ତି। — [642, 377, 790, 514]
prdw-table-ad — [334, 2067, 1226, 2258]
property-details-cell: ୧) ସମ୍ପତ୍ତି ନଂ ୪୦୨ ଅଧୀନ ଥିବା ସମସ୍ତ ଜମି ଓ ଗୃହ, ଖାତା ନଂ ୩୦୨, ପ୍ଲଟ୍‌ ନଂ ୩୧୨ ରେ ଅବସ୍ଥିତ, ଯାହାର ପରିମାଣ ୦.୦୨୦ ଏକର, ଜିଲ୍ଲା ଗଞ୍ଜାମ। ୨) ସୀମା: ଉତ୍ତରରେ ରାସ୍ତା, ଦକ୍ଷିଣରେ ପ୍ଲଟ୍‌ ନଂ ୩୦୧, ପୂର୍ବରେ ଗୃହ, ପଶ୍ଚିମରେ ଖାଲି ଜମି। ସ୍ୱା/- ୪୦୦୦୪୦୦୧୧୧୪୩୨ — [342, 2374, 1169, 2389]
table-cell — [683, 2359, 935, 2374]
prdw-more-details: For more details log on to www.angul.odisha.gov.in — [342, 2195, 703, 2213]
table-row — [1136, 1607, 1340, 1619]
water2-govt: GOVERNMENT OF ODISHA, DEPARTMENT OF WATER RESOURCES — [1142, 1453, 1333, 1473]
logo-top-label: ଦିଗନ୍ତ — [39, 13, 67, 24]
column-3-5 — [326, 77, 792, 2061]
radio-dateline: ଅନୁଗୋଳ,୨୬।୧ (ନଗର ସଂବାଦ) — [171, 421, 316, 434]
nuasahi-col2-text: ଜଳ ପ୍ରଦୂଷଣ, ବାୟୁ ପ୍ରଦୂଷଣ ଓ ଧୂଳି ଯୋଗୁଁ ଅଞ୍ଚଳବାସୀ ଅତିଷ୍ଠ ହୋଇପଡ଼ିଛନ୍ତି। ଜନ ଶୁଣାଣି ଆୟୋଜନ ପୂର୍ବରୁ ଏହି ସମସ୍ତ ସମସ୍ୟାର ସମାଧାନ କରିବାକୁ ଦାବି କରାଯାଇଛି। ନଚେତ ଜନ ଶୁଣାଣିକୁ ବିରୋଧ କରାଯିବ ବୋଲି ନିଷ୍ପତ୍ତି ନିଆଯାଇଛି। — [642, 958, 790, 1096]
radio-photo-top-strip — [348, 657, 770, 669]
column-header: Name of Equipment — [460, 2095, 611, 2113]
bank-borrowers-table — [341, 2329, 1219, 2390]
water1-sign-3: Bhubaneswar — [1295, 1410, 1340, 1420]
balangir-notice-title: QUOTATION CALL NOTICE — [1179, 810, 1296, 821]
column-header: ଦଖଲ ତାରିଖ — [936, 2329, 1169, 2344]
table-row — [1136, 1556, 1340, 1595]
nuasahi-col1-text: ନୂଆସାହି ଶିବମନ୍ଦିର ପରିସରରେ ଅନୁଷ୍ଠିତ ଏକ ବୈଠକରେ ନାଲ୍‌କୋ କର୍ତ୍ତୃପକ୍ଷଙ୍କ ବିରୋଧରେ ତୀବ୍ର ଅସନ୍ତୋଷ ପ୍ରକାଶ ପାଇଥିଲା। ସ୍ଥାନୀୟ ଅଧିବାସୀମାନେ କହିଛନ୍ତି ଯେ ପରିବେଶ ପ୍ରଦୂଷଣ ଯୋଗୁଁ ସେମାନଙ୍କ ସ୍ୱାସ୍ଥ୍ୟ ଉପରେ ବିରୂପ ପ୍ରଭାବ ପଡ଼ୁଛି। — [329, 975, 478, 1094]
water2-email: Email Address: semechcircle104@gmail.com — [1164, 1502, 1311, 1512]
row-label: Name of the Work — [1151, 1532, 1229, 1544]
water-resources-eic-ad — [1127, 1032, 1348, 1438]
page-grid — [10, 77, 1467, 2061]
